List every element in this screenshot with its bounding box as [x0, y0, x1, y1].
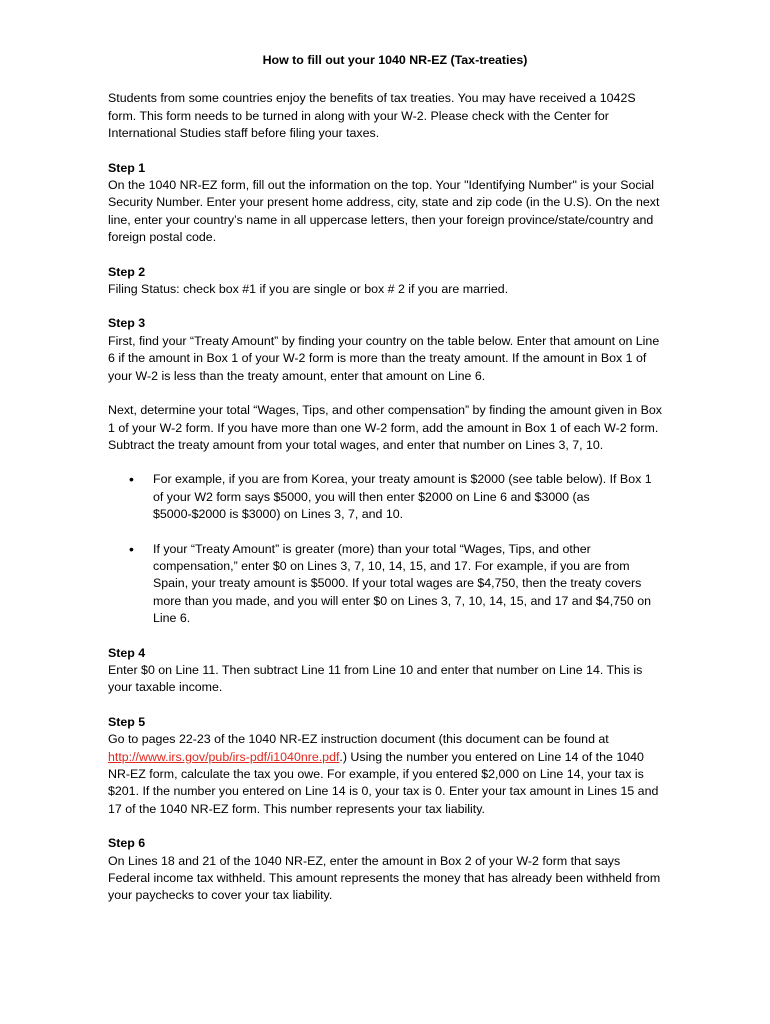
step-2-text: Filing Status: check box #1 if you are single or box # 2 if you are married.	[108, 282, 509, 297]
step-2-heading: Step 2	[108, 264, 146, 279]
step-1-heading: Step 1	[108, 160, 146, 175]
intro-paragraph: Students from some countries enjoy the benefits of tax treaties. You may have received a 1042S form. This form needs to be turned in along with your W-2. Please check with the Center for International Studies staff before filing your taxes.	[108, 91, 636, 141]
step-6-section	[108, 835, 664, 905]
step-5-text-before: Go to pages 22-23 of the 1040 NR-EZ instruction document (this document can be found at	[108, 732, 609, 747]
step-3-bullet-1: For example, if you are from Korea, your treaty amount is $2000 (see table below). If Box 1 of your W2 form says $5000, you will then enter $2000 on Line 6 and $3000 (as $5000-$2000 is $3000) on Lines 3, 7, and 10.	[153, 472, 652, 522]
step-1-section	[108, 160, 664, 247]
step-3-bullet-2: If your “Treaty Amount” is greater (more) than your total “Wages, Tips, and other compensation,” enter $0 on Lines 3, 7, 10, 14, 15, and 17. For example, if you are from Spain, your treaty amount is $5000. If your total wages are $4,750, then the treaty covers more than you made, and you will enter $0 on Lines 3, 7, 10, 14, 15, and 17 and $4,750 on Line 6.	[153, 541, 652, 626]
step-4-section	[108, 645, 664, 697]
step-1-text: On the 1040 NR-EZ form, fill out the information on the top. Your "Identifying Number" is your Social Security Number. Enter your present home address, city, state and zip code (in the U.S). On the next line, enter your country’s name in all uppercase letters, then your foreign province/state/country and foreign postal code.	[108, 178, 660, 245]
step-4-text: Enter $0 on Line 11. Then subtract Line 11 from Line 10 and enter that number on Line 14. This is your taxable income.	[108, 662, 643, 695]
list-item	[108, 471, 664, 523]
step-4-heading: Step 4	[108, 645, 146, 660]
step-3-text-1: First, find your “Treaty Amount” by finding your country on the table below. Enter that amount on Line 6 if the amount in Box 1 of your W-2 form is more than the treaty amount. If the amount in Box 1 of your W-2 is less than the treaty amount, enter that amount on Line 6.	[108, 333, 660, 383]
document-title: How to fill out your 1040 NR-EZ (Tax-treaties)	[262, 53, 528, 67]
bullet-icon: •	[129, 540, 134, 557]
step-3-heading: Step 3	[108, 316, 146, 331]
irs-instructions-link[interactable]: http://www.irs.gov/pub/irs-pdf/i1040nre.pdf	[108, 749, 340, 764]
bullet-icon: •	[129, 471, 134, 488]
step-2-section	[108, 264, 664, 299]
list-item	[108, 541, 664, 628]
step-5-heading: Step 5	[108, 714, 146, 729]
document-page	[108, 52, 664, 922]
step-3-bullet-list	[108, 471, 664, 627]
step-6-text: On Lines 18 and 21 of the 1040 NR-EZ, enter the amount in Box 2 of your W-2 form that says Federal income tax withheld. This amount represents the money that has already been withheld from your paychecks to cover your tax liability.	[108, 853, 661, 903]
step-6-heading: Step 6	[108, 836, 146, 851]
step-5-text	[108, 731, 664, 818]
step-3-section	[108, 315, 664, 385]
step-5-text-after: .) Using the number you entered on Line 14 of the 1040 NR-EZ form, calculate the tax you owe. For example, if you entered $2,000 on Line 14, your tax is $201. If the number you entered on Line 14 is 0, your tax is 0. Enter your tax amount in Lines 15 and 17 of the 1040 NR-EZ form. This number represents your tax liability.	[108, 749, 659, 816]
step-3-text-2: Next, determine your total “Wages, Tips, and other compensation” by finding the amount given in Box 1 of your W-2 form. If you have more than one W-2 form, add the amount in Box 1 of each W-2 form. Subtract the treaty amount from your total wages, and enter that number on Lines 3, 7, 10.	[108, 403, 662, 452]
step-5-section	[108, 714, 664, 818]
